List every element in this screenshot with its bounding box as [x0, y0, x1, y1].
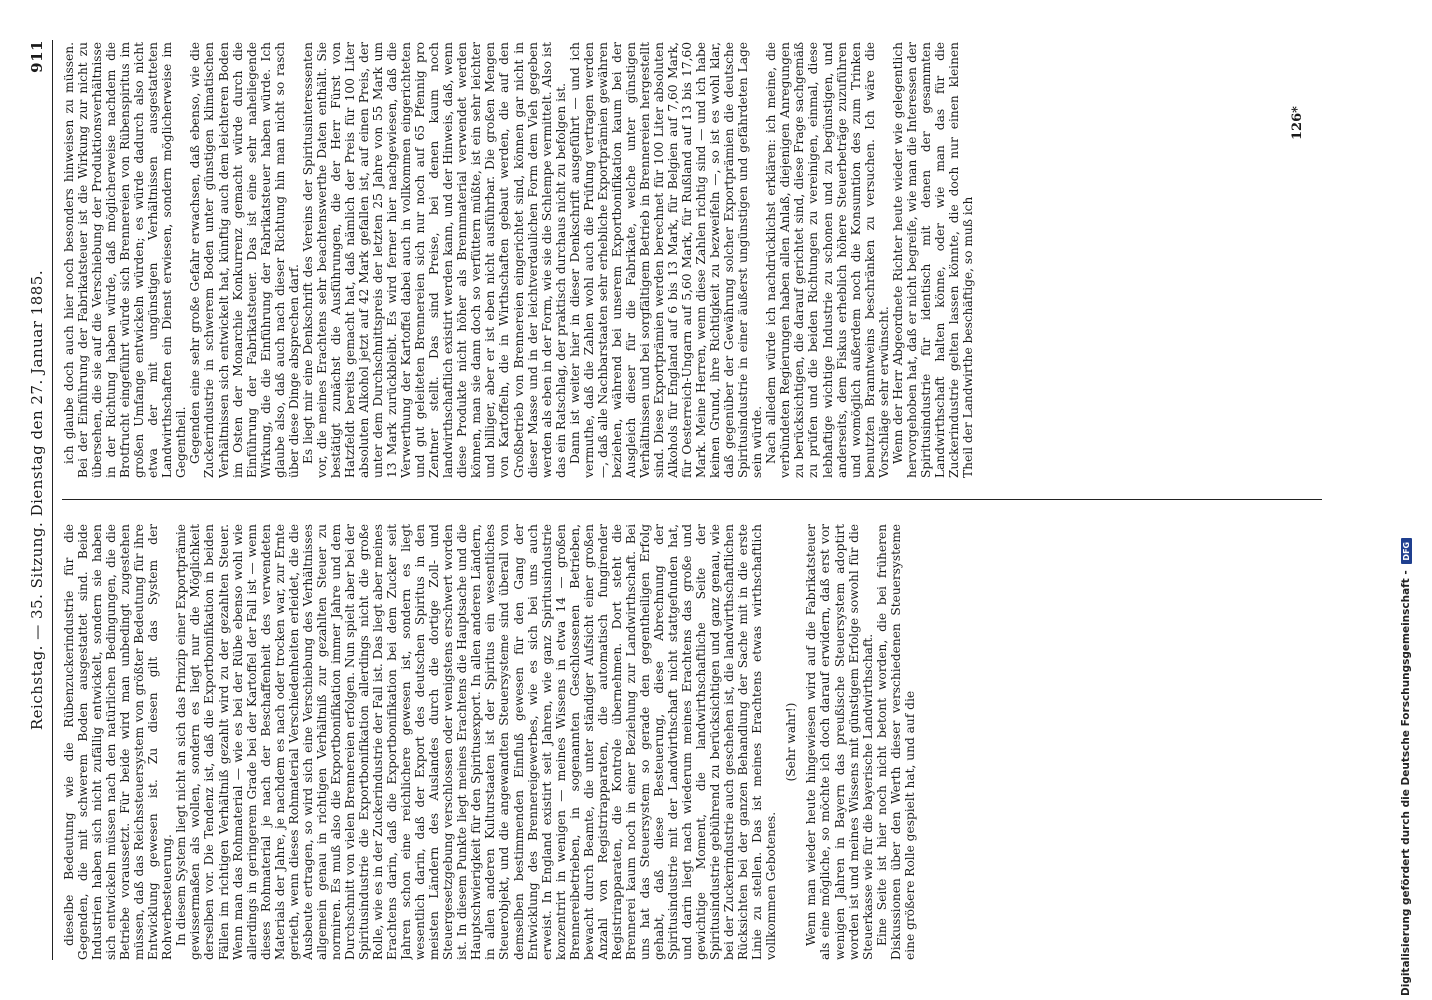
paragraph: In diesem System liegt nicht an sich das Prinzip einer Exportprämie gewissermaßen als wollen, sondern es liegt nur die Möglichkeit derselben vor. Die Tendenz ist, daß die Exportbonifikation in beiden Fällen im richtigen Verhältniß gezahlt wird zu der gezahlten Steuer. Wenn man das Rohmaterial — wie es bei der Rübe ebenso wohl wie allerdings in geringerem Grade bei der Kartoffel der Fall ist — wenn dieses Rohmaterial je nach der Beschaffenheit des verwendeten Materials der Jahre, je nachdem es nach oder trocken war, zur Ernte gerieth, wenn dieses Rohmaterial Verschiedenheiten erleidet, die die Ausbeute ertragen, so wird sich eine Verschiebung des Verhältnisses allgemein genau in richtigen Verhältniß zur gezahlten Steuer zu normiren. Es muß also die Exportbonifikation immer Jahre und dem Durchschnitt von vielen Brennereien erfolgen. Nun spielt aber bei der Spiritusindustrie die Exportbonifikation allerdings nicht die große Rolle, wie es in der Zuckerindustrie der Fall ist. Das liegt aber meines Erachtens darin, daß die Exportbonifikation bei dem Zucker seit Jahren schon eine reichlichere gewesen ist, sondern es liegt wesentlich darin, daß der Export des deutschen Spiritus in den meisten Ländern des Auslandes durch die dortige Zoll- und Steuergesetzgebung verschlossen oder wenigstens erschwert worden ist. In diesem Punkte liegt meines Erachtens die Hauptsache und die Hauptschwierigkeit für den Spiritusexport. In allen anderen Ländern, in allen anderen Kulturstaaten ist der Spiritus ein wesentliches Steuerobjekt, und die angewandten Steuersysteme sind überall von demselben bestimmenden Einfluß gewesen für den Gang der Entwicklung des Brennereigewerbes, wie es sich bei uns auch erweist. In England existirt seit Jahren, wie ganz Spiritusindustrie konzentrirt in wenigen — meines Wissens in etwa 14 — großen Brennereibetrieben, in sogenannten Geschlossenen Betrieben, bewacht durch Beamte, die unter ständiger Aufsicht einer großen Anzahl von Registrirapparaten, die automatisch fungirender Registrirapparaten, die Kontrole übernehmen. Dort steht die Brennerei kaum noch in einer Beziehung zur Landwirthschaft. Bei uns hat das Steuersystem so gerade den gegentheiligen Erfolg gehabt, daß diese Besteuerung, diese Abrechnung der Spiritusindustrie mit der Landwirthschaft nicht stattgefunden hat, und darin liegt nach wiederum meines Erachtens das große und gewichtige Moment, die landwirthschaftliche Seite der Spiritusindustrie gebührend zu berücksichtigen und ganz genau, wie bei der Zuckerindustrie auch geschehen ist, die landwirthschaftlichen Rücksichten bei der ganzen Behandlung der Sache mit in die erste Linie zu stellen. Das ist meines Erachtens etwas wirthschaftlich vollkommen Gebotenes.	[174, 524, 779, 960]
page-header	[20, 40, 56, 960]
paragraph: ich glaube doch auch hier noch besonders hinweisen zu müssen. Bei der Einführung der Fabrikatsteuer ist die Wirkung zur nicht zu übersehen, die sie auf die Verschiebung der Produktionsverhältnisse in der Richtung haben würde, daß möglicherweise nachdem die Brotfrucht eingeführt würde sich Brennereien von Rübenspiritus im großen Umfange entwickeln würden; es würde dadurch also nicht etwa der mit ungünstigen Verhältnissen ausgestatteten Landwirthschaften ein Dienst erwiesen, sondern möglicherweise im Gegentheil.	[62, 42, 189, 478]
right-column	[62, 42, 1362, 478]
sheet-signature: 126*	[1290, 106, 1305, 140]
dfg-logo-icon: DFG	[1401, 538, 1412, 564]
digitization-notice-text: Digitalisierung gefördert durch die Deutsche Forschungsgemeinschaft -	[1400, 570, 1412, 996]
page-title: Reichstag. — 35. Sitzung. Dienstag den 27. Januar 1885.	[28, 269, 46, 731]
interjection: (Sehr wahr!)	[784, 702, 799, 782]
paragraph: Nach alledem würde ich nachdrücklichst erklären: ich meine, die verbündeten Regierungen haben allen Anlaß, diejenigen Anregungen zu berücksichtigen, die darauf gerichtet sind, diese Frage sachgemäß zu prüfen und die beiden Richtungen zu vereinigen, einmal, diese lebhaftige wichtige Industrie zu schonen und zu begünstigen, und anderseits, dem Fiskus erheblich höhere Steuerbeträge zuzuführen und womöglich außerdem noch die Konsumtion des zum Trinken benutzten Branntweins beschränken zu versuchen. Ich wäre die Vorschläge sehr erwünscht.	[764, 42, 891, 478]
header-rule	[52, 40, 53, 960]
paragraph: Es liegt mir eine Denkschrift des Vereins der Spiritusinteressenten vor, die meines Erachtens sehr beachtenswerthe Daten enthält. Sie bestätigt zunächst die Ausführungen, die der Herr Fürst von Hatzfeldt bereits gemacht hat, daß nämlich der Preis für 100 Liter absoluten Alkohol jetzt auf 42 Mark gefallen ist, auf einen Preis, der unter dem Durchschnittspreis der letzten 25 Jahre von 55 Mark um 13 Mark zurückbleibt. Es wird ferner hier nachgewiesen, daß die Verwerthung der Kartoffel dabei auch in vollkommen eingerichteten und gut geleiteten Brennereien sich nur noch auf 65 Pfennig pro Zentner stellt. Das sind Preise, bei denen kaum noch landwirthschaftlich existirt werden kann, und der Hinweis, daß, wenn diese Produkte nicht höher als Brennmaterial verwendet werden können, man sie dann doch so verfüttern müßte, ist ein sehr leichter und billiger, aber er ist eben nicht ausführbar. Die großen Mengen von Kartoffeln, die in Wirthschaften gebaut werden, die auf den Großbetrieb von Brennereien eingerichtet sind, können gar nicht in dieser Masse und in der leichtverdaulichen Form dem Vieh gegeben werden als eben in der Form, wie sie die Schlempe vermittelt. Also ist das ein Ratschlag, der praktisch durchaus nicht zu befolgen ist.	[300, 42, 568, 478]
paragraph: Eine Seite ist hier noch nicht betont worden, die bei früheren Diskussionen über den Werth dieser verschiedenen Steuersysteme eine größere Rolle gespielt hat, und auf die	[874, 524, 917, 960]
paragraph: dieselbe Bedeutung wie die Rübenzuckerindustrie für die Gegenden, die mit schwerem Boden ausgestattet sind. Beide Industrien haben sich nicht zufällig entwickelt, sondern sie haben sich entwickeln müssen nach den natürlichen Bedingungen, die die Betriebe voraussetzt. Für beide wird man unbedingt zugestehen müssen, daß das Reichssteuersystem von größter Bedeutung für ihre Entwicklung gewesen ist. Zu diesen gilt das System der Rohverbesteuerung.	[62, 524, 175, 960]
page-number: 911	[28, 40, 46, 73]
paragraph: Dann ist weiter hier in dieser Denkschrift ausgeführt — und ich vermuthe, daß die Zahlen wohl auch die Prüfung vertragen werden —, daß alle Nachbarstaaten sehr erhebliche Exportprämien gewähren beziehen, während bei unserem Exportbonifikation kaum bei der Ausgleich dieser für die Fabrikate, welche unter günstigen Verhältnissen und bei sorgfältigem Betrieb in Brennereien hergestellt sind. Diese Exportprämien werden berechnet für 100 Liter absoluten Alkohols für England auf 6 bis 13 Mark, für Belgien auf 7,60 Mark, für Oesterreich-Ungarn auf 5,60 Mark, für Rußland auf 13 bis 17,60 Mark. Meine Herren, wenn diese Zahlen richtig sind — und ich habe keinen Grund, ihre Richtigkeit zu bezweifeln —, so ist es wohl klar, daß gegenüber der Gewährung solcher Exportprämien die deutsche Spiritusindustrie in einer äußerst ungünstigen und gefährdeten Lage sein würde.	[567, 42, 765, 478]
left-column	[62, 524, 1362, 960]
paragraph: Gegenden eine sehr große Gefahr erwachsen, daß ebenso, wie die Zuckerindustrie in schwerem Boden unter günstigen klimatischen Verhältnissen sich entwickelt hat, künftig auch dem leichteren Boden im Osten der Monarchie Konkurrenz gemacht würde durch die Einführung der Fabrikatsteuer. Das ist eine sehr naheliegende Wirkung, die die Einführung der Fabrikatsteuer haben würde. Ich glaube also, daß auch nach dieser Richtung hin man nicht so rasch über diese Dinge absprechen darf.	[188, 42, 301, 478]
digitization-notice	[1400, 0, 1412, 1000]
paragraph: Wenn man wieder heute hingewiesen wird auf die Fabrikatsteuer als eine mögliche, so möchte ich doch darauf erwidern, daß erst vor wenigen Jahren in Bayern das preußische Steuersystem adoptirt worden ist und meines Wissens mit günstigem Erfolge sowohl für die Steuerkasse wie für die bayerische Landwirthschaft.	[804, 524, 875, 960]
paragraph: Wenn der Herr Abgeordnete Richter heute wieder wie gelegentlich hervorgehoben hat, daß er nicht begreife, wie man die Interessen der Spiritusindustrie für identisch mit denen der gesammten Landwirthschaft halten könne, oder wie man das für die Zuckerindustrie gelten lassen könnte, die doch nur einen kleinen Theil der Landwirthe beschäftige, so muß ich	[890, 42, 975, 478]
column-divider	[62, 499, 1322, 500]
